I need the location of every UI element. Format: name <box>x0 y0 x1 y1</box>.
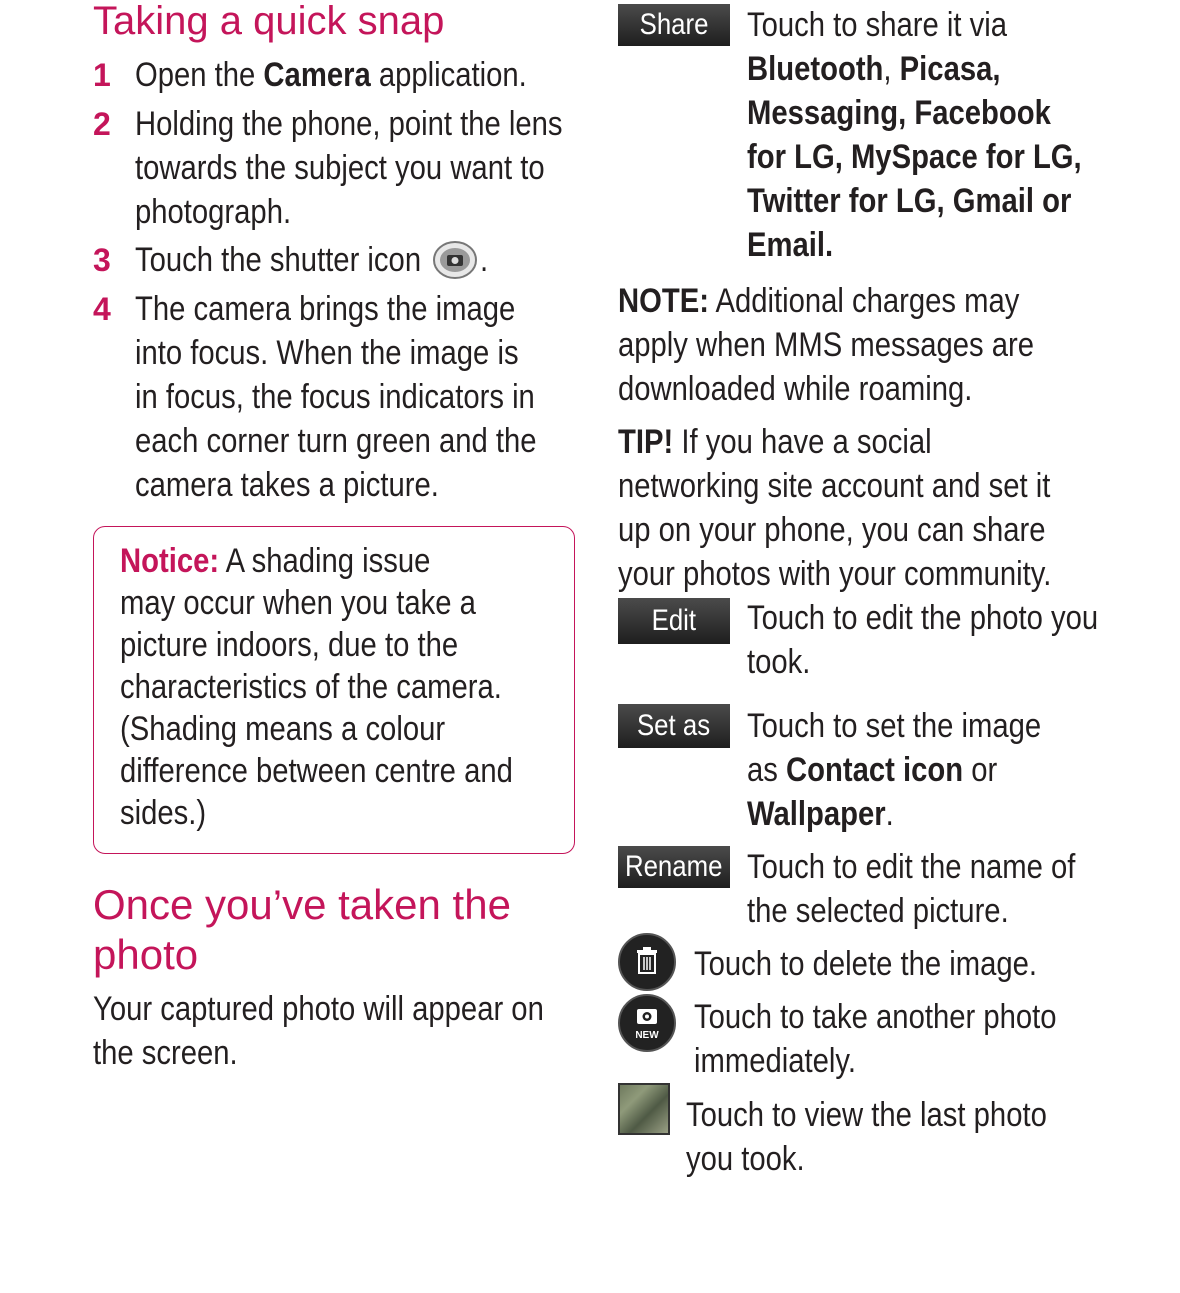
share-picasa: Picasa, <box>891 50 1001 88</box>
step-number-4: 4 <box>93 291 111 327</box>
set-as-button-label: Set as <box>637 709 711 742</box>
step-1-text <box>135 53 527 97</box>
delete-text: Touch to delete the image. <box>694 945 1037 983</box>
step-4-line-1: The camera brings the image <box>135 290 516 328</box>
share-line-5: Twitter for LG, Gmail or <box>747 182 1072 220</box>
notice-label-text: Notice: <box>120 542 220 580</box>
edit-button[interactable] <box>618 598 730 644</box>
step-3-text: Touch the shutter icon <box>135 241 422 279</box>
set-as-button[interactable] <box>618 704 730 748</box>
camera-new-icon[interactable] <box>618 994 676 1052</box>
notice-line-2: may occur when you take a <box>120 584 476 622</box>
notice-line-1 <box>120 540 430 582</box>
heading-once-taken-line-1: Once you’ve taken the <box>93 881 511 928</box>
edit-button-label: Edit <box>651 604 697 637</box>
share-comma: , <box>883 50 892 88</box>
edit-line-2: took. <box>747 643 811 681</box>
notice-line-6: difference between centre and <box>120 752 513 790</box>
tip-label: TIP! <box>618 423 674 461</box>
share-button-label: Share <box>639 8 709 41</box>
step-1-suffix: application. <box>370 56 527 94</box>
captured-para-line-2: the screen. <box>93 1034 238 1072</box>
notice-line-3: picture indoors, due to the <box>120 626 459 664</box>
step-4-line-5: camera takes a picture. <box>135 466 439 504</box>
gallery-line-2: you took. <box>686 1140 805 1178</box>
setas-line-3 <box>747 792 894 836</box>
step-4-line-2: into focus. When the image is <box>135 334 519 372</box>
setas-as: as <box>747 751 787 789</box>
share-line-6: Email. <box>747 226 834 264</box>
share-line-4: for LG, MySpace for LG, <box>747 138 1082 176</box>
notice-first-text: A shading issue <box>219 542 431 580</box>
notice-line-4: characteristics of the camera. <box>120 668 502 706</box>
share-line-2 <box>747 47 1000 91</box>
share-bluetooth: Bluetooth <box>747 50 884 88</box>
setas-line-2 <box>747 748 997 792</box>
share-line-3: Messaging, Facebook <box>747 94 1051 132</box>
gallery-thumbnail-icon[interactable] <box>618 1083 670 1135</box>
note-label: NOTE: <box>618 282 709 320</box>
trash-icon[interactable] <box>618 933 676 991</box>
notice-line-5: (Shading means a colour <box>120 710 446 748</box>
step-4-line-4: each corner turn green and the <box>135 422 537 460</box>
step-2-line-3: photograph. <box>135 193 292 231</box>
newphoto-line-1: Touch to take another photo <box>694 998 1057 1036</box>
rename-button-label: Rename <box>625 850 723 883</box>
setas-contact-icon: Contact icon <box>786 751 964 789</box>
captured-para-line-1: Your captured photo will appear on <box>93 990 544 1028</box>
gallery-line-1: Touch to view the last photo <box>686 1096 1047 1134</box>
step-number-1: 1 <box>93 57 111 93</box>
tip-line-4: your photos with your community. <box>618 555 1052 593</box>
camera-app-name: Camera <box>263 56 371 94</box>
step-2-line-2: towards the subject you want to <box>135 149 545 187</box>
step-number-2: 2 <box>93 106 111 142</box>
rename-line-1: Touch to edit the name of <box>747 848 1076 886</box>
tip-line-2: networking site account and set it <box>618 467 1051 505</box>
setas-wallpaper: Wallpaper <box>747 795 886 833</box>
notice-line-7: sides.) <box>120 794 207 832</box>
step-3-period: . <box>480 241 489 279</box>
step-1-prefix: Open the <box>135 56 264 94</box>
newphoto-line-2: immediately. <box>694 1042 856 1080</box>
tip-first-text: If you have a social <box>673 423 932 461</box>
step-4-line-3: in focus, the focus indicators in <box>135 378 535 416</box>
step-2-line-1: Holding the phone, point the lens <box>135 105 563 143</box>
tip-line-3: up on your phone, you can share <box>618 511 1046 549</box>
heading-once-taken-line-2: photo <box>93 931 199 978</box>
note-line-1 <box>618 279 1019 323</box>
rename-line-2: the selected picture. <box>747 892 1009 930</box>
setas-or: or <box>963 751 998 789</box>
setas-line-1: Touch to set the image <box>747 707 1042 745</box>
rename-button[interactable] <box>618 846 730 888</box>
share-button[interactable] <box>618 4 730 46</box>
note-first-text: Additional charges may <box>708 282 1020 320</box>
heading-taking-quick-snap: Taking a quick snap <box>93 0 445 43</box>
tip-line-1 <box>618 420 932 464</box>
share-line-1: Touch to share it via <box>747 6 1008 44</box>
shutter-icon <box>433 241 477 279</box>
note-line-3: downloaded while roaming. <box>618 370 973 408</box>
note-line-2: apply when MMS messages are <box>618 326 1035 364</box>
step-number-3: 3 <box>93 242 111 278</box>
setas-period: . <box>885 795 894 833</box>
new-label: NEW <box>635 1030 659 1041</box>
edit-line-1: Touch to edit the photo you <box>747 599 1099 637</box>
